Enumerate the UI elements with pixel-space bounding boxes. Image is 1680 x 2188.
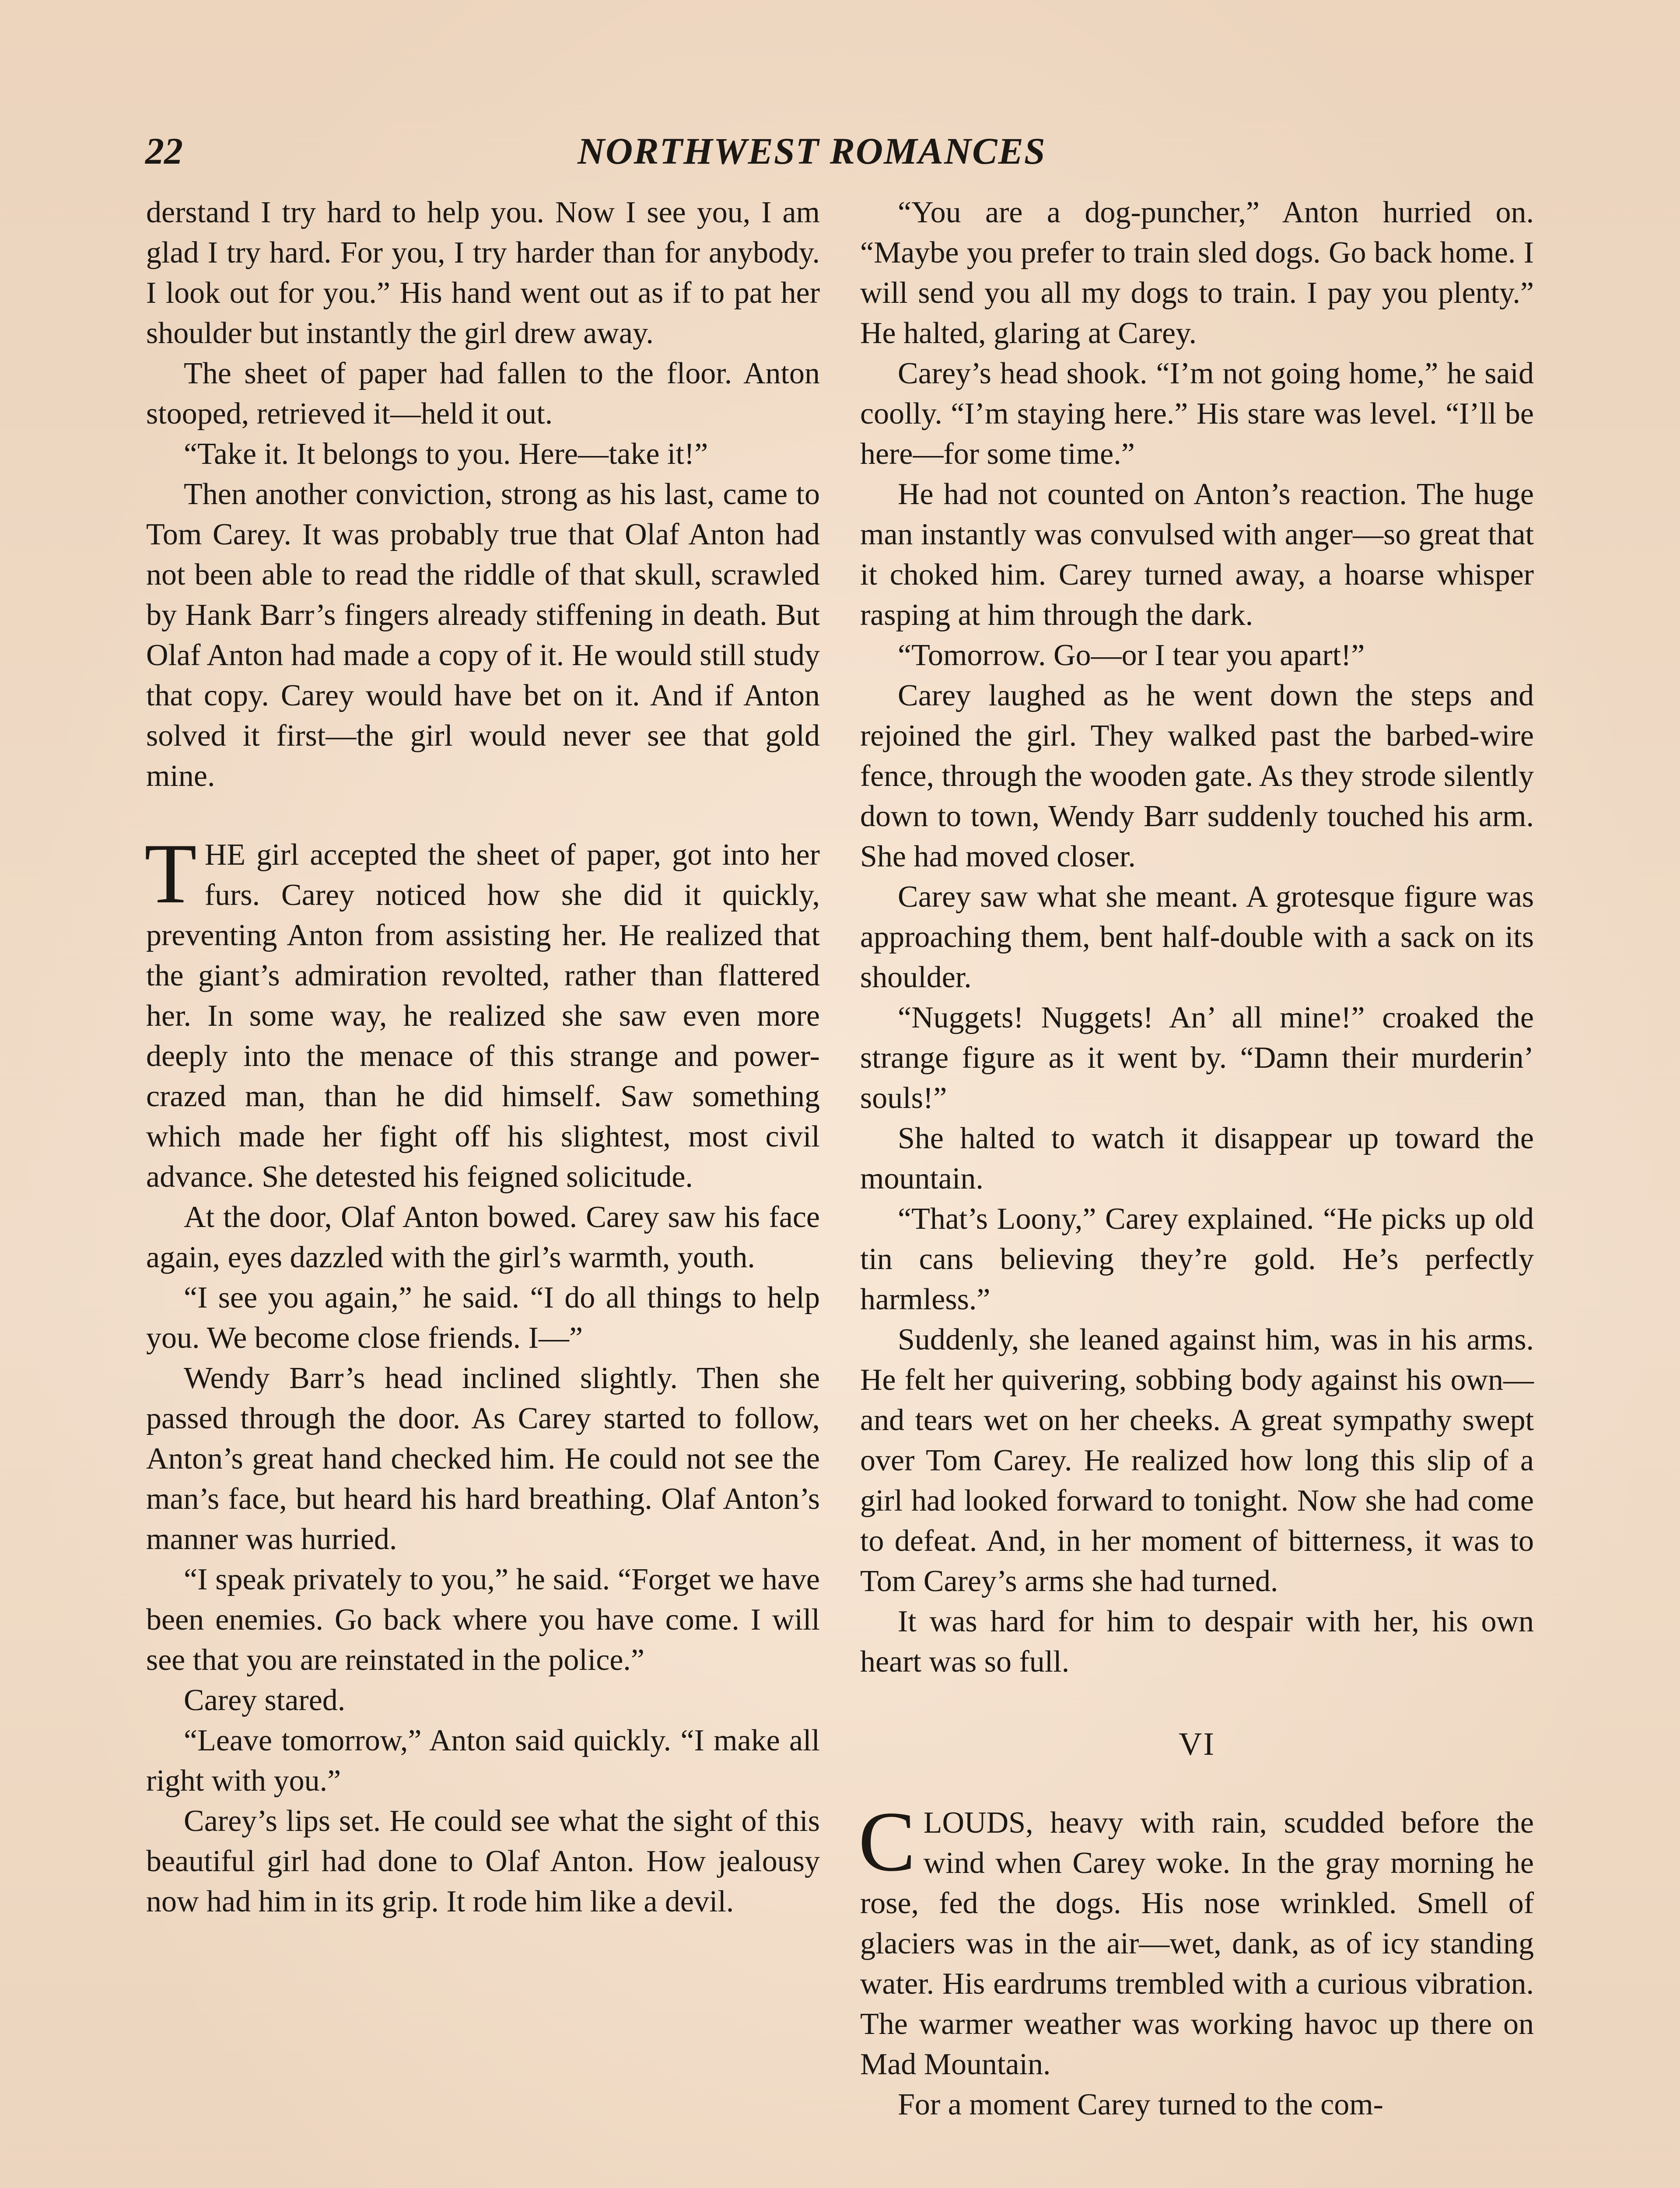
paragraph: He had not counted on Anton’s reaction. The huge man instantly was convulsed with anger—so great that it choked him. Carey turned away, a hoarse whisper rasping at him through the dark. bbox=[860, 477, 1534, 632]
paragraph: For a moment Carey turned to the com- bbox=[898, 2088, 1383, 2121]
paragraph: “I see you again,” he said. “I do all things to help you. We become close friends. I—” bbox=[146, 1281, 820, 1355]
paragraph: Carey’s head shook. “I’m not going home,” he said coolly. “I’m staying here.” His stare was level. “I’ll be here—for some time.” bbox=[860, 357, 1534, 471]
paragraph: derstand I try hard to help you. Now I see you, I am glad I try hard. For you, I try harder than for anybody. I look out for you.” His hand went out as if to pat her shoulder but instantly the girl drew away. bbox=[146, 196, 820, 350]
paragraph: “Take it. It belongs to you. Here—take it!” bbox=[184, 437, 708, 471]
paragraph: “Tomorrow. Go—or I tear you apart!” bbox=[898, 638, 1365, 672]
right-column bbox=[860, 193, 1534, 2125]
paragraph: “Nuggets! Nuggets! An’ all mine!” croaked the strange figure as it went by. “Damn their murderin’ souls!” bbox=[860, 1001, 1534, 1115]
section-paragraph bbox=[858, 1794, 1534, 2085]
paragraph: Carey stared. bbox=[184, 1683, 346, 1717]
paragraph: “You are a dog-puncher,” Anton hurried on. “Maybe you prefer to train sled dogs. Go back home. I will send you all my dogs to train. I pay you plenty.” He halted, glaring at Carey. bbox=[860, 196, 1534, 350]
page-number: 22 bbox=[145, 130, 183, 172]
paragraph: Carey’s lips set. He could see what the sight of this beautiful girl had done to Olaf Anton. How jealousy now had him in its grip. It rode him like a devil. bbox=[146, 1804, 820, 1918]
section-text: HE girl accepted the sheet of paper, got into her furs. Carey noticed how she did it quickly, preventing Anton from assisting her. He realized that the giant’s admiration revolted, rather than flattered her. In some way, he realized she saw even more deeply into the menace of this strange and power-crazed man, than he did himself. Saw something which made her fight off his slightest, most civil advance. She detested his feigned solicitude. bbox=[146, 838, 820, 1194]
section-paragraph bbox=[144, 826, 820, 1197]
running-head: NORTHWEST ROMANCES bbox=[578, 130, 1046, 172]
drop-cap: C bbox=[858, 1794, 916, 1889]
paragraph: She halted to watch it disappear up toward the mountain. bbox=[860, 1122, 1534, 1196]
left-column bbox=[146, 193, 820, 1922]
paragraph: Carey saw what she meant. A grotesque figure was approaching them, bent half-double with a sack on its shoulder. bbox=[860, 880, 1534, 994]
paragraph: “That’s Loony,” Carey explained. “He picks up old tin cans believing they’re gold. He’s perfectly harmless.” bbox=[860, 1202, 1534, 1316]
paragraph: Then another conviction, strong as his last, came to Tom Carey. It was probably true that Olaf Anton had not been able to read the riddle of that skull, scrawled by Hank Barr’s fingers already stiffening in death. But Olaf Anton had made a copy of it. He would still study that copy. Carey would have bet on it. And if Anton solved it first—the girl would never see that gold mine. bbox=[146, 477, 820, 793]
paragraph: At the door, Olaf Anton bowed. Carey saw his face again, eyes dazzled with the girl’s warmth, youth. bbox=[146, 1200, 820, 1274]
paragraph: “I speak privately to you,” he said. “Forget we have been enemies. Go back where you have come. I will see that you are reinstated in the police.” bbox=[146, 1563, 820, 1677]
chapter-heading: VI bbox=[1178, 1726, 1216, 1762]
paragraph: The sheet of paper had fallen to the floor. Anton stooped, retrieved it—held it out. bbox=[146, 357, 820, 431]
paragraph: Suddenly, she leaned against him, was in his arms. He felt her quivering, sobbing body against his own—and tears wet on her cheeks. A great sympathy swept over Tom Carey. He realized how long this slip of a girl had looked forward to tonight. Now she had come to defeat. And, in her moment of bitterness, it was to Tom Carey’s arms she had turned. bbox=[860, 1323, 1534, 1598]
paragraph: Wendy Barr’s head inclined slightly. Then she passed through the door. As Carey started to follow, Anton’s great hand checked him. He could not see the man’s face, but heard his hard breathing. Olaf Anton’s manner was hurried. bbox=[146, 1361, 820, 1556]
paragraph: “Leave tomorrow,” Anton said quickly. “I make all right with you.” bbox=[146, 1724, 820, 1798]
paragraph: Carey laughed as he went down the steps and rejoined the girl. They walked past the barbed-wire fence, through the wooden gate. As they strode silently down to town, Wendy Barr suddenly touched his arm. She had moved closer. bbox=[860, 679, 1534, 873]
paragraph: It was hard for him to despair with her, his own heart was so full. bbox=[860, 1605, 1534, 1679]
section-text: LOUDS, heavy with rain, scudded before the wind when Carey woke. In the gray morning he rose, fed the dogs. His nose wrinkled. Smell of glaciers was in the air—wet, dank, as of icy standing water. His eardrums trembled with a curious vibration. The warmer weather was working havoc up there on Mad Mountain. bbox=[860, 1806, 1534, 2081]
drop-cap: T bbox=[144, 826, 197, 921]
